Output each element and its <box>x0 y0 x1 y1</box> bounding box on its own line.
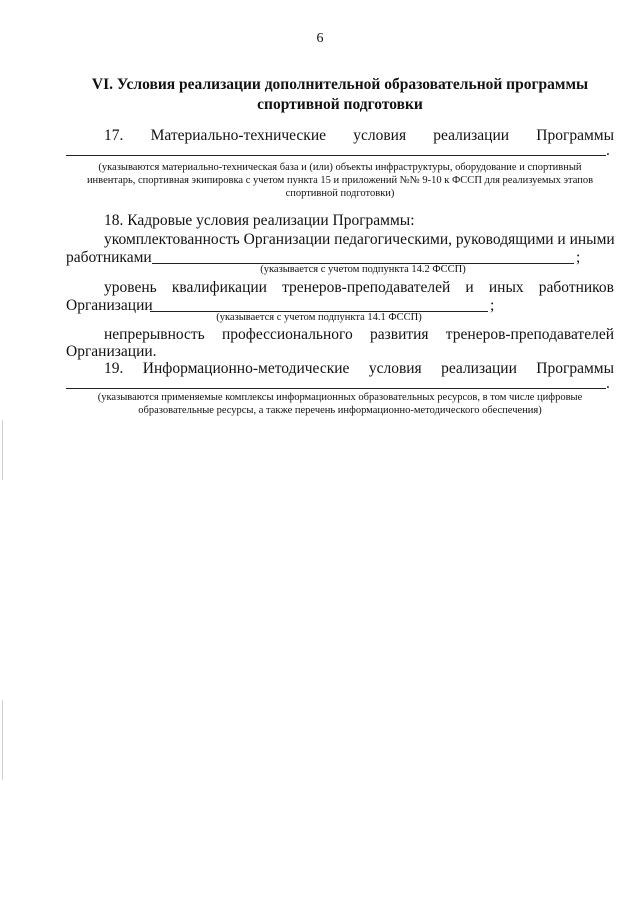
item18-qual-punct: ; <box>490 297 495 314</box>
item18-staffing-note: (указывается с учетом подпункта 14.2 ФССП) <box>260 264 466 275</box>
section-title <box>60 75 620 115</box>
item17-note-line2: инвентарь, спортивная экипировка с учетом пункта 15 и приложений №№ 9-10 к ФССП для реализуемых этапов <box>86 175 594 186</box>
item19-end-punct: . <box>606 375 610 392</box>
item17-note <box>66 161 614 200</box>
item18-staffing-label: работниками <box>66 249 152 266</box>
scan-edge-mark <box>2 700 3 780</box>
section-title-line2: спортивной подготовки <box>257 96 423 113</box>
item18-heading: 18. Кадровые условия реализации Программы: <box>104 212 415 229</box>
item18-cont-line2: Организации. <box>66 343 157 360</box>
section-title-line1: VI. Условия реализации дополнительной образовательной программы <box>91 76 589 93</box>
item18-qual-note: (указывается с учетом подпункта 14.1 ФССП) <box>216 312 422 323</box>
item17-heading: 17. Материально-технические условия реализации Программы <box>104 127 614 144</box>
item17-fill-line <box>66 155 606 156</box>
item19-heading: 19. Информационно-методические условия реализации Программы <box>104 360 614 377</box>
item17-note-line1: (указываются материально-техническая база и (или) объекты инфраструктуры, оборудование и спортивный <box>98 162 582 173</box>
page-number: 6 <box>316 31 324 46</box>
item18-cont-line1: непрерывность профессионального развития тренеров-преподавателей <box>104 326 614 343</box>
item19-note <box>66 391 614 417</box>
item19-note-line2: образовательные ресурсы, а также перечень информационно-методического обеспечения) <box>138 405 542 416</box>
item18-qual-line1: уровень квалификации тренеров-преподавателей и иных работников <box>104 279 614 296</box>
item17-note-line3: спортивной подготовки) <box>285 188 395 199</box>
item19-fill-line <box>66 388 606 389</box>
item18-qual-label: Организации <box>66 297 153 314</box>
item19-note-line1: (указываются применяемые комплексы информационных образовательных ресурсов, в том числе цифровые <box>97 392 583 403</box>
item18-staffing-punct: ; <box>576 249 581 266</box>
item18-staffing-line1: укомплектованность Организации педагогическими, руководящими и иными <box>104 231 615 248</box>
scan-edge-mark <box>2 420 3 480</box>
item17-end-punct: . <box>606 142 610 159</box>
